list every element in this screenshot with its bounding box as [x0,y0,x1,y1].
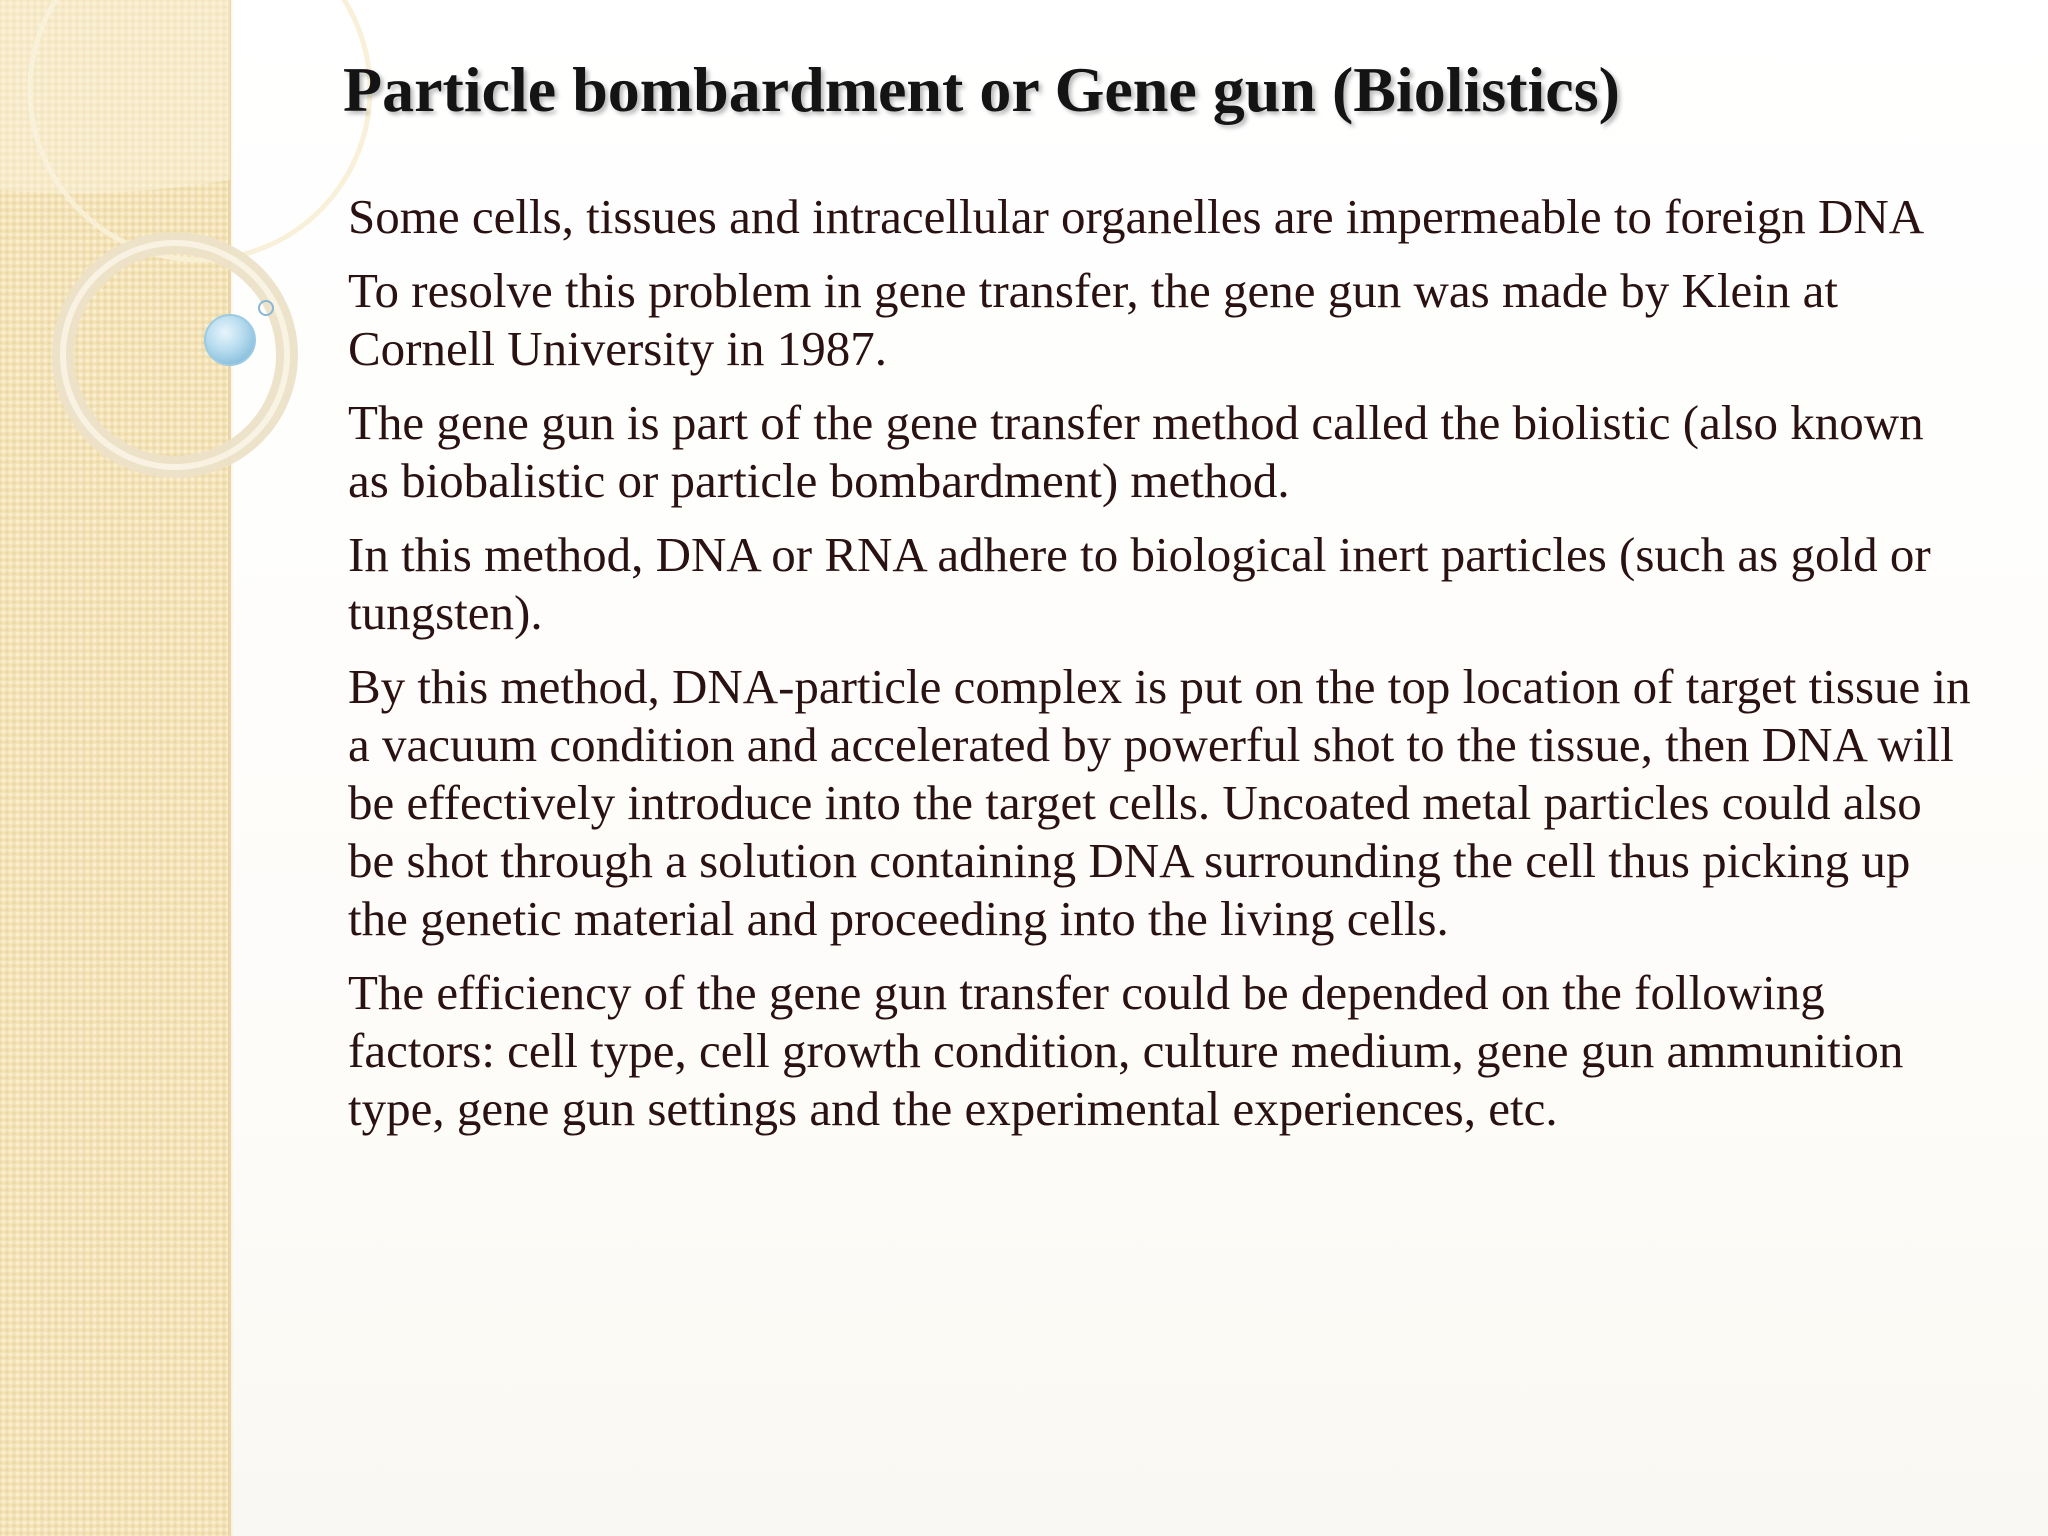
paragraph-impermeable-cells: Some cells, tissues and intracellular organelles are impermeable to foreign DNA [348,189,1925,244]
slide-title: Particle bombardment or Gene gun (Biolistics) [343,54,1620,125]
paragraph-efficiency-factors: The efficiency of the gene gun transfer could be depended on the following factors: cell type, cell growth condition, culture medium, gene gun ammunition type, gene gun settings and the experimental experiences, etc. [348,965,1904,1136]
blue-bubble-icon [205,315,255,365]
paragraph-biolistic-method: The gene gun is part of the gene transfer method called the biolistic (also known as biobalistic or particle bombardment) method. [348,395,1924,508]
paragraph-klein-gene-gun: To resolve this problem in gene transfer, the gene gun was made by Klein at Cornell University in 1987. [348,263,1839,376]
thick-ring-highlight [63,243,287,467]
ring-wash [0,0,230,193]
decorative-rings-graphic [0,0,340,520]
paragraph-dna-particle-complex: By this method, DNA-particle complex is put on the top location of target tissue in a vacuum condition and accelerated by powerful shot to the tissue, then DNA will be effectively introduce into the target cells. Uncoated metal particles could also be shot through a solution containing DNA surrounding the cell thus picking up the genetic material and proceeding into the living cells. [348,659,1971,946]
paragraph-inert-particles: In this method, DNA or RNA adhere to biological inert particles (such as gold or tungsten). [348,527,1931,640]
body-paragraph-list [348,188,1976,1154]
